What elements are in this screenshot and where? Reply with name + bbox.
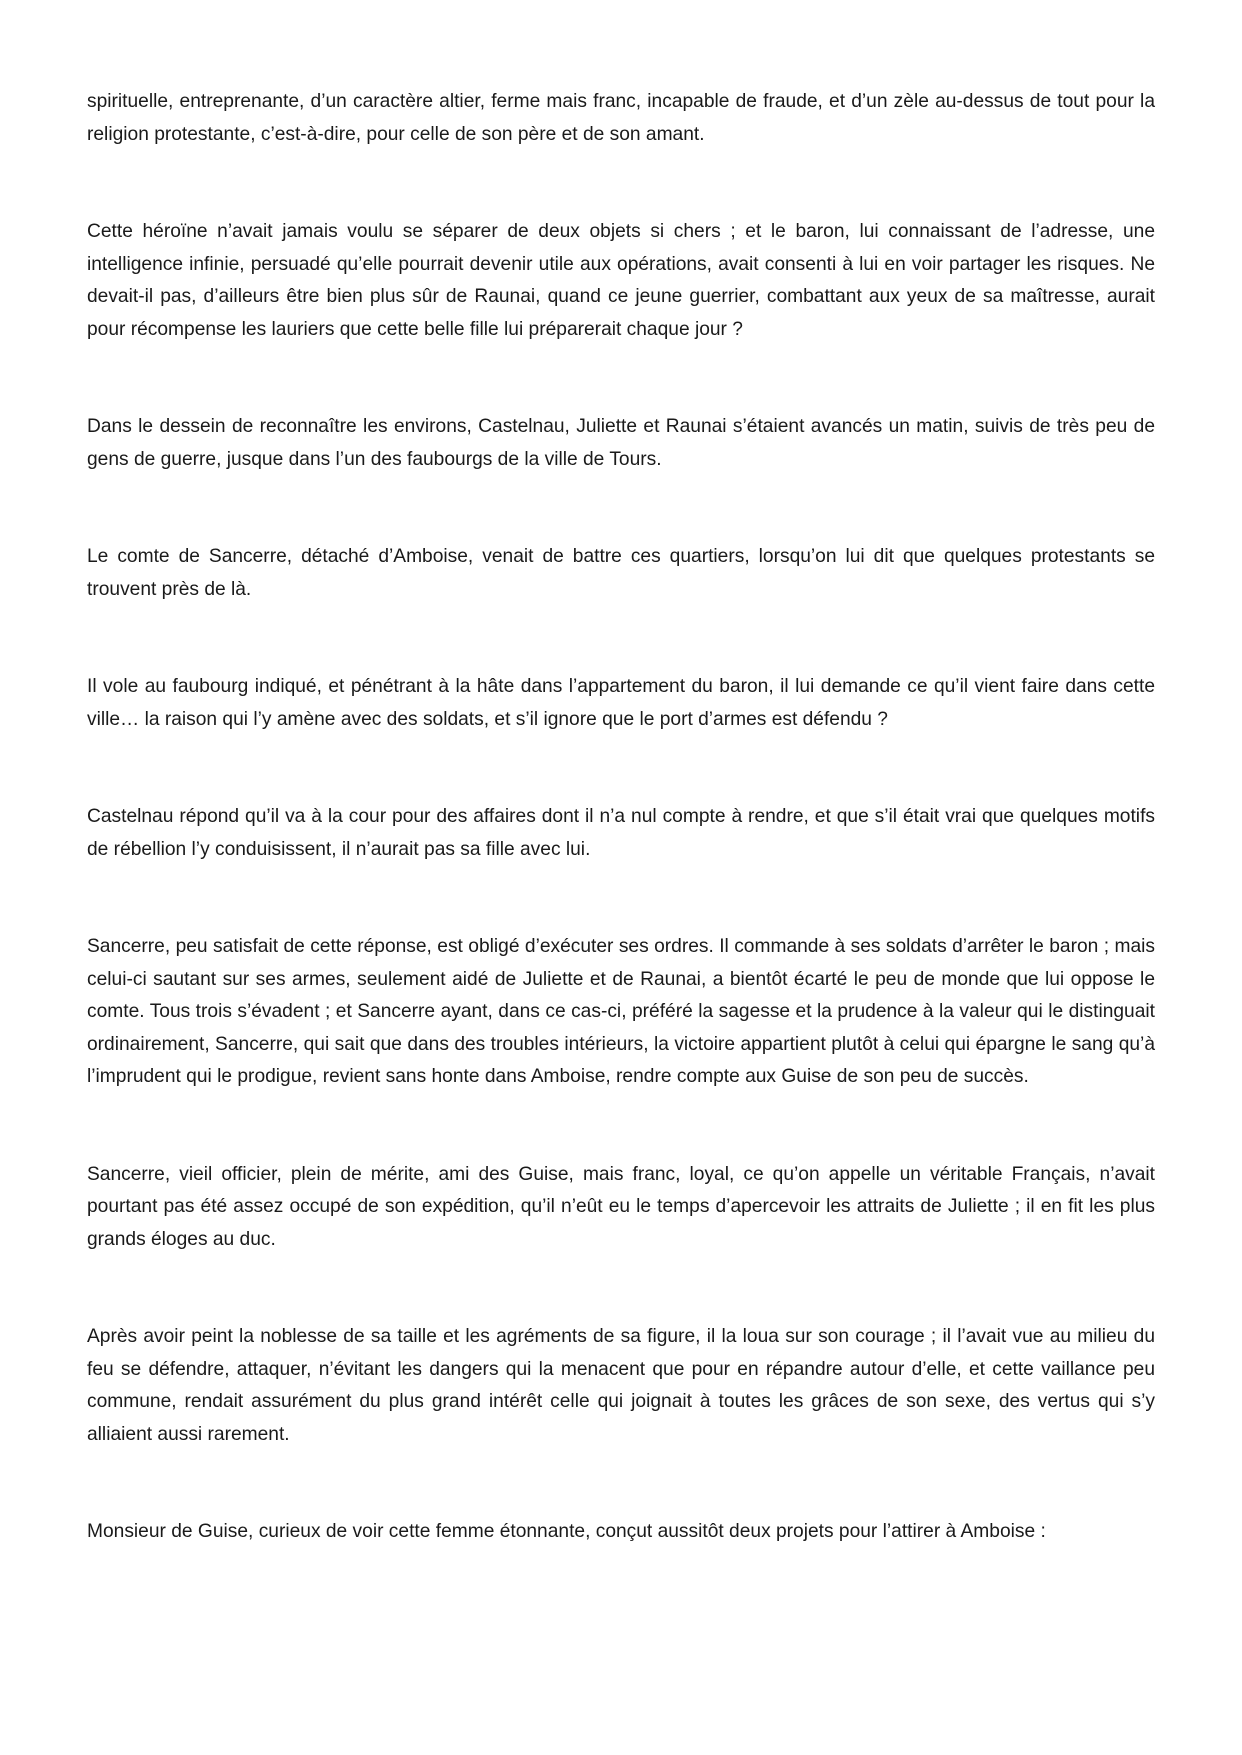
paragraph-1: spirituelle, entreprenante, d’un caractère altier, ferme mais franc, incapable de fraude, et d’un zèle au-dessus de tout pour la religion protestante, c’est-à-dire, pour celle de son père et de son amant. (87, 91, 1155, 145)
paragraph-2: Cette héroïne n’avait jamais voulu se séparer de deux objets si chers ; et le baron, lui connaissant de l’adresse, une intelligence infinie, persuadé qu’elle pourrait devenir utile aux opérations, avait consenti à lui en voir partager les risques. Ne devait-il pas, d’ailleurs être bien plus sûr de Raunai, quand ce jeune guerrier, combattant aux yeux de sa maîtresse, aurait pour récompense les lauriers que cette belle fille lui préparerait chaque jour ? (87, 221, 1155, 340)
paragraph-6: Castelnau répond qu’il va à la cour pour des affaires dont il n’a nul compte à rendre, et que s’il était vrai que quelques motifs de rébellion l’y conduisissent, il n’aurait pas sa fille avec lui. (87, 806, 1155, 860)
paragraph-7: Sancerre, peu satisfait de cette réponse, est obligé d’exécuter ses ordres. Il commande à ses soldats d’arrêter le baron ; mais celui-ci sautant sur ses armes, seulement aidé de Juliette et de Raunai, a bientôt écarté le peu de monde que lui oppose le comte. Tous trois s’évadent ; et Sancerre ayant, dans ce cas-ci, préféré la sagesse et la prudence à la valeur qui le distinguait ordinairement, Sancerre, qui sait que dans des troubles intérieurs, la victoire appartient plutôt à celui qui épargne le sang qu’à l’imprudent qui le prodigue, revient sans honte dans Amboise, rendre compte aux Guise de son peu de succès. (87, 936, 1155, 1087)
paragraph-8: Sancerre, vieil officier, plein de mérite, ami des Guise, mais franc, loyal, ce qu’on appelle un véritable Français, n’avait pourtant pas été assez occupé de son expédition, qu’il n’eût eu le temps d’apercevoir les attraits de Juliette ; il en fit les plus grands éloges au duc. (87, 1163, 1155, 1250)
paragraph-9: Après avoir peint la noblesse de sa taille et les agréments de sa figure, il la loua sur son courage ; il l’avait vue au milieu du feu se défendre, attaquer, n’évitant les dangers qui la menacent que pour en répandre autour d’elle, et cette vaillance peu commune, rendait assurément du plus grand intérêt celle qui joignait à toutes les grâces de son sexe, des vertus qui s’y alliaient aussi rarement. (87, 1326, 1155, 1445)
paragraph-10: Monsieur de Guise, curieux de voir cette femme étonnante, conçut aussitôt deux projets pour l’attirer à Amboise : (87, 1521, 1046, 1542)
paragraph-4: Le comte de Sancerre, détaché d’Amboise, venait de battre ces quartiers, lorsqu’on lui dit que quelques protestants se trouvent près de là. (87, 546, 1155, 600)
paragraph-5: Il vole au faubourg indiqué, et pénétrant à la hâte dans l’appartement du baron, il lui demande ce qu’il vient faire dans cette ville… la raison qui l’y amène avec des soldats, et s’il ignore que le port d’armes est défendu ? (87, 676, 1155, 730)
document-body (87, 86, 1155, 1549)
paragraph-3: Dans le dessein de reconnaître les environs, Castelnau, Juliette et Raunai s’étaient avancés un matin, suivis de très peu de gens de guerre, jusque dans l’un des faubourgs de la ville de Tours. (87, 416, 1155, 470)
